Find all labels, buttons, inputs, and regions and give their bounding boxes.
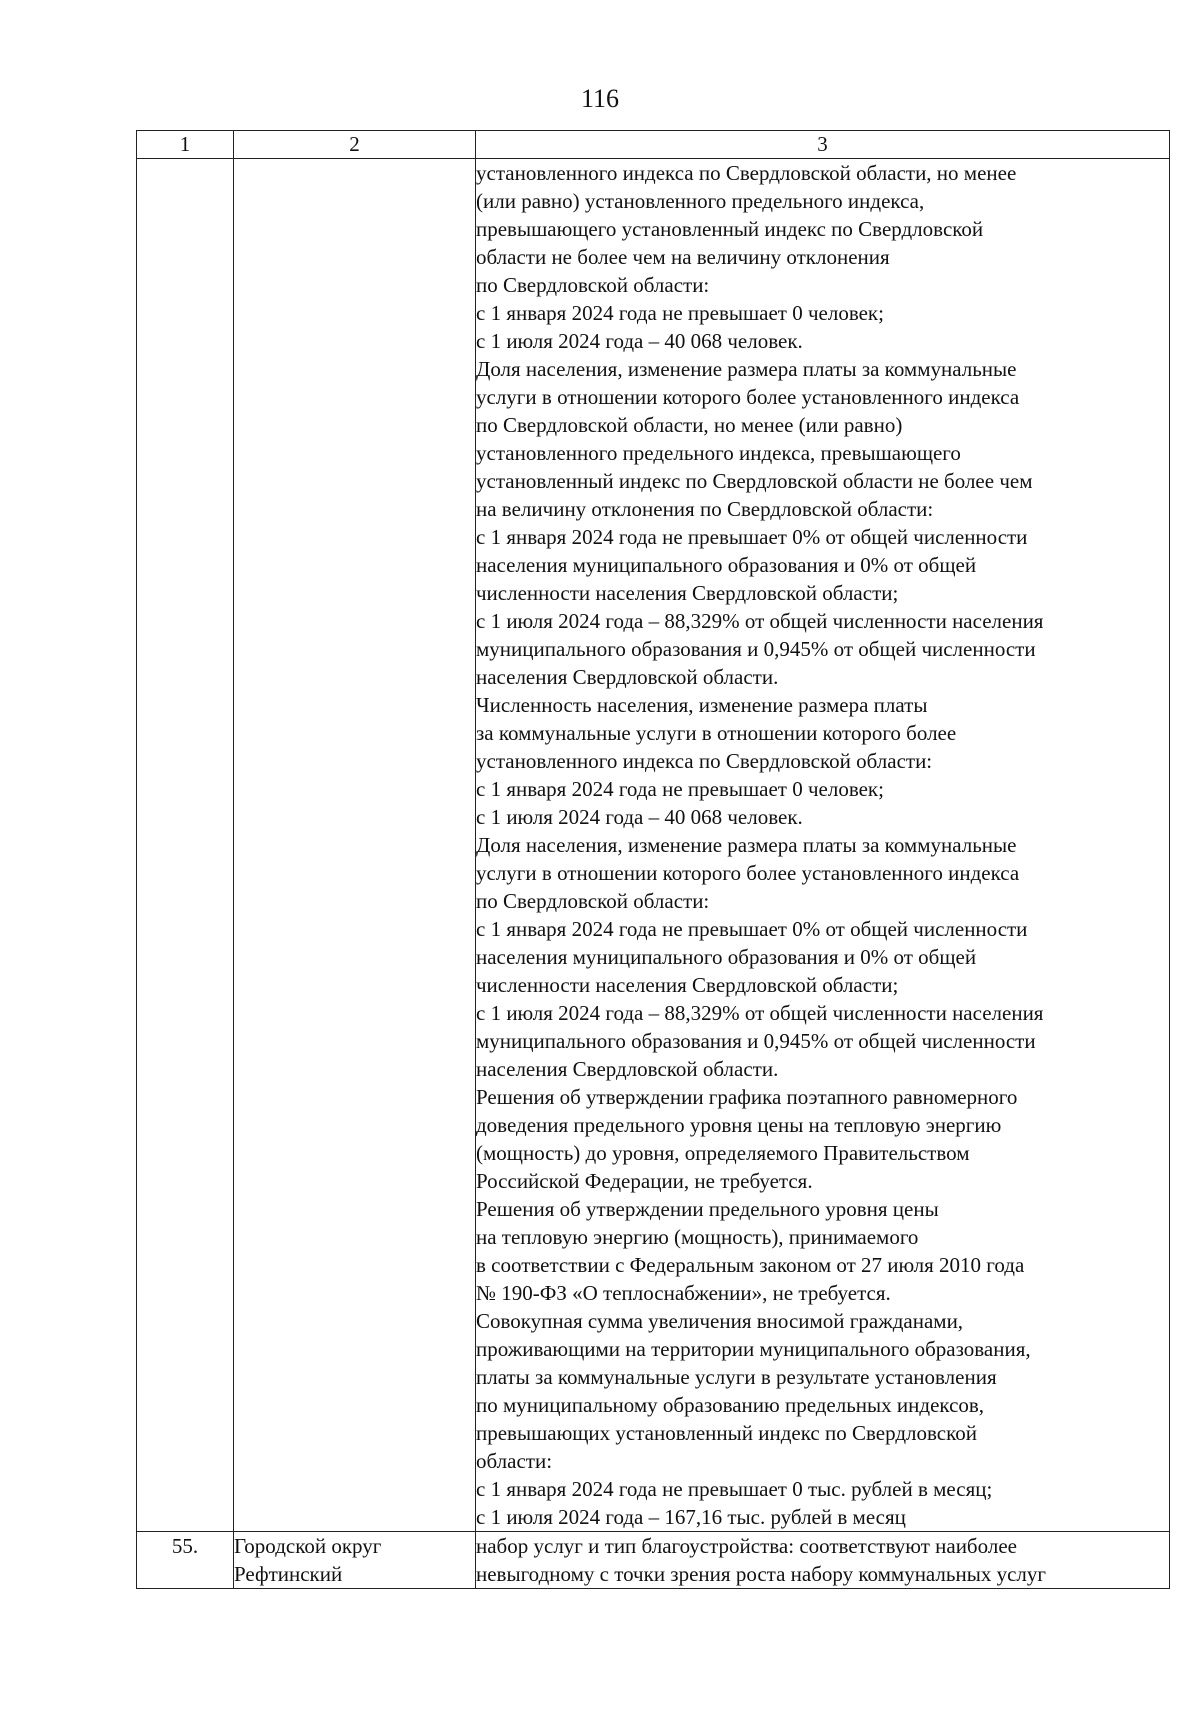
text-line: с 1 января 2024 года не превышает 0 человек; <box>476 301 884 325</box>
text-line: населения муниципального образования и 0% от общей <box>476 945 977 969</box>
text-line: установленного индекса по Свердловской области, но менее <box>476 161 1017 185</box>
text-line: в соответствии с Федеральным законом от 27 июля 2010 года <box>476 1253 1025 1277</box>
row-number: 55. <box>137 1532 234 1589</box>
text-line: невыгодному с точки зрения роста набору коммунальных услуг <box>476 1562 1047 1586</box>
text-line: по Свердловской области, но менее (или равно) <box>476 413 903 437</box>
text-line: услуги в отношении которого более установленного индекса <box>476 861 1020 885</box>
text-line: Совокупная сумма увеличения вносимой гражданами, <box>476 1309 964 1333</box>
text-line: проживающими на территории муниципального образования, <box>476 1337 1031 1361</box>
continuation-name-cell <box>234 159 476 1532</box>
text-line: Решения об утверждении графика поэтапного равномерного <box>476 1085 1018 1109</box>
row-55-description-cell <box>476 1532 1170 1589</box>
text-line: населения муниципального образования и 0% от общей <box>476 553 977 577</box>
text-line: численности населения Свердловской области; <box>476 973 899 997</box>
text-line: по Свердловской области: <box>476 889 710 913</box>
text-line: с 1 января 2024 года не превышает 0% от общей численности <box>476 917 1028 941</box>
text-line: с 1 января 2024 года не превышает 0% от общей численности <box>476 525 1028 549</box>
text-line: с 1 июля 2024 года – 167,16 тыс. рублей в месяц <box>476 1505 906 1529</box>
text-line: Численность населения, изменение размера платы <box>476 693 928 717</box>
text-line: установленный индекс по Свердловской области не более чем <box>476 469 1033 493</box>
text-line: области не более чем на величину отклонения <box>476 245 890 269</box>
text-line: с 1 июля 2024 года – 88,329% от общей численности населения <box>476 1001 1044 1025</box>
text-line: Доля населения, изменение размера платы за коммунальные <box>476 357 1017 381</box>
text-line: превышающего установленный индекс по Свердловской <box>476 217 984 241</box>
text-line: платы за коммунальные услуги в результате установления <box>476 1365 997 1389</box>
text-line: превышающих установленный индекс по Свердловской <box>476 1421 977 1445</box>
text-line: по Свердловской области: <box>476 273 710 297</box>
continuation-description-cell <box>476 159 1170 1532</box>
continuation-row <box>137 159 1170 1532</box>
municipality-name-line: Городской округ <box>234 1534 382 1558</box>
text-line: на величину отклонения по Свердловской области: <box>476 497 934 521</box>
text-line: услуги в отношении которого более установленного индекса <box>476 385 1020 409</box>
text-line: муниципального образования и 0,945% от общей численности <box>476 1029 1036 1053</box>
text-line: Доля населения, изменение размера платы за коммунальные <box>476 833 1017 857</box>
text-line: численности населения Свердловской области; <box>476 581 899 605</box>
continuation-number-cell <box>137 159 234 1532</box>
municipality-name <box>234 1532 476 1589</box>
text-line: (или равно) установленного предельного индекса, <box>476 189 925 213</box>
text-line: доведения предельного уровня цены на тепловую энергию <box>476 1113 1002 1137</box>
text-line: с 1 января 2024 года не превышает 0 тыс. рублей в месяц; <box>476 1477 993 1501</box>
text-line: муниципального образования и 0,945% от общей численности <box>476 637 1036 661</box>
text-line: Решения об утверждении предельного уровня цены <box>476 1197 939 1221</box>
header-row <box>137 131 1170 159</box>
text-line: с 1 января 2024 года не превышает 0 человек; <box>476 777 884 801</box>
text-line: населения Свердловской области. <box>476 1057 779 1081</box>
header-col-3: 3 <box>476 131 1170 159</box>
text-line: за коммунальные услуги в отношении которого более <box>476 721 957 745</box>
text-line: с 1 июля 2024 года – 88,329% от общей численности населения <box>476 609 1044 633</box>
text-line: Российской Федерации, не требуется. <box>476 1169 813 1193</box>
regulation-table <box>136 130 1170 1589</box>
header-col-1: 1 <box>137 131 234 159</box>
page-number: 116 <box>580 84 620 113</box>
text-line: на тепловую энергию (мощность), принимаемого <box>476 1225 919 1249</box>
municipality-name-line: Рефтинский <box>234 1562 343 1586</box>
text-line: по муниципальному образованию предельных индексов, <box>476 1393 985 1417</box>
text-line: населения Свердловской области. <box>476 665 779 689</box>
text-line: с 1 июля 2024 года – 40 068 человек. <box>476 329 803 353</box>
text-line: с 1 июля 2024 года – 40 068 человек. <box>476 805 803 829</box>
text-line: (мощность) до уровня, определяемого Правительством <box>476 1141 970 1165</box>
table-row-55 <box>137 1532 1170 1589</box>
text-line: области: <box>476 1449 553 1473</box>
header-col-2: 2 <box>234 131 476 159</box>
text-line: установленного индекса по Свердловской области: <box>476 749 933 773</box>
text-line: набор услуг и тип благоустройства: соответствуют наиболее <box>476 1534 1017 1558</box>
text-line: установленного предельного индекса, превышающего <box>476 441 961 465</box>
text-line: № 190-ФЗ «О теплоснабжении», не требуется. <box>476 1281 891 1305</box>
